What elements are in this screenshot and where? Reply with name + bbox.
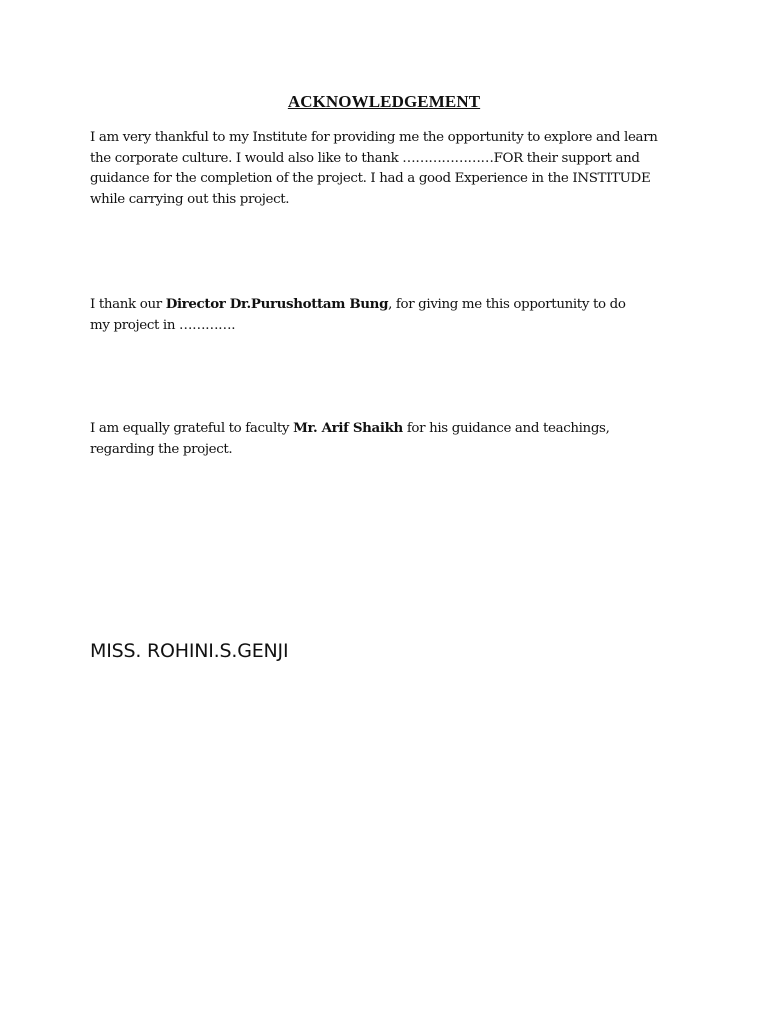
director-name: Director Dr.Purushottam Bung (165, 296, 389, 312)
faculty-name: Mr. Arif Shaikh (293, 420, 403, 436)
paragraph-line: guidance for the completion of the project. I had a good Experience in the INSTITUDE (90, 171, 651, 186)
paragraph-thanks-institute (90, 128, 690, 210)
paragraph-text: I am equally grateful to faculty (90, 421, 294, 436)
paragraph-text: , for giving me this opportunity to do (388, 297, 626, 312)
paragraph-line: the corporate culture. I would also like to thank …………………FOR their support and (90, 150, 640, 166)
paragraph-line: while carrying out this project. (90, 191, 290, 207)
paragraph-thanks-director (90, 294, 690, 336)
paragraph-text: for his guidance and teachings, (402, 421, 610, 436)
paragraph-line: my project in …………. (90, 317, 236, 333)
paragraph-line: I am very thankful to my Institute for providing me the opportunity to explore and learn (90, 130, 658, 145)
signature-name: MISS. ROHINI.S.GENJI (90, 640, 289, 662)
document-title: ACKNOWLEDGEMENT (287, 92, 481, 111)
paragraph-text: I thank our (90, 297, 166, 312)
paragraph-line: regarding the project. (90, 441, 233, 457)
paragraph-thanks-faculty (90, 418, 690, 460)
